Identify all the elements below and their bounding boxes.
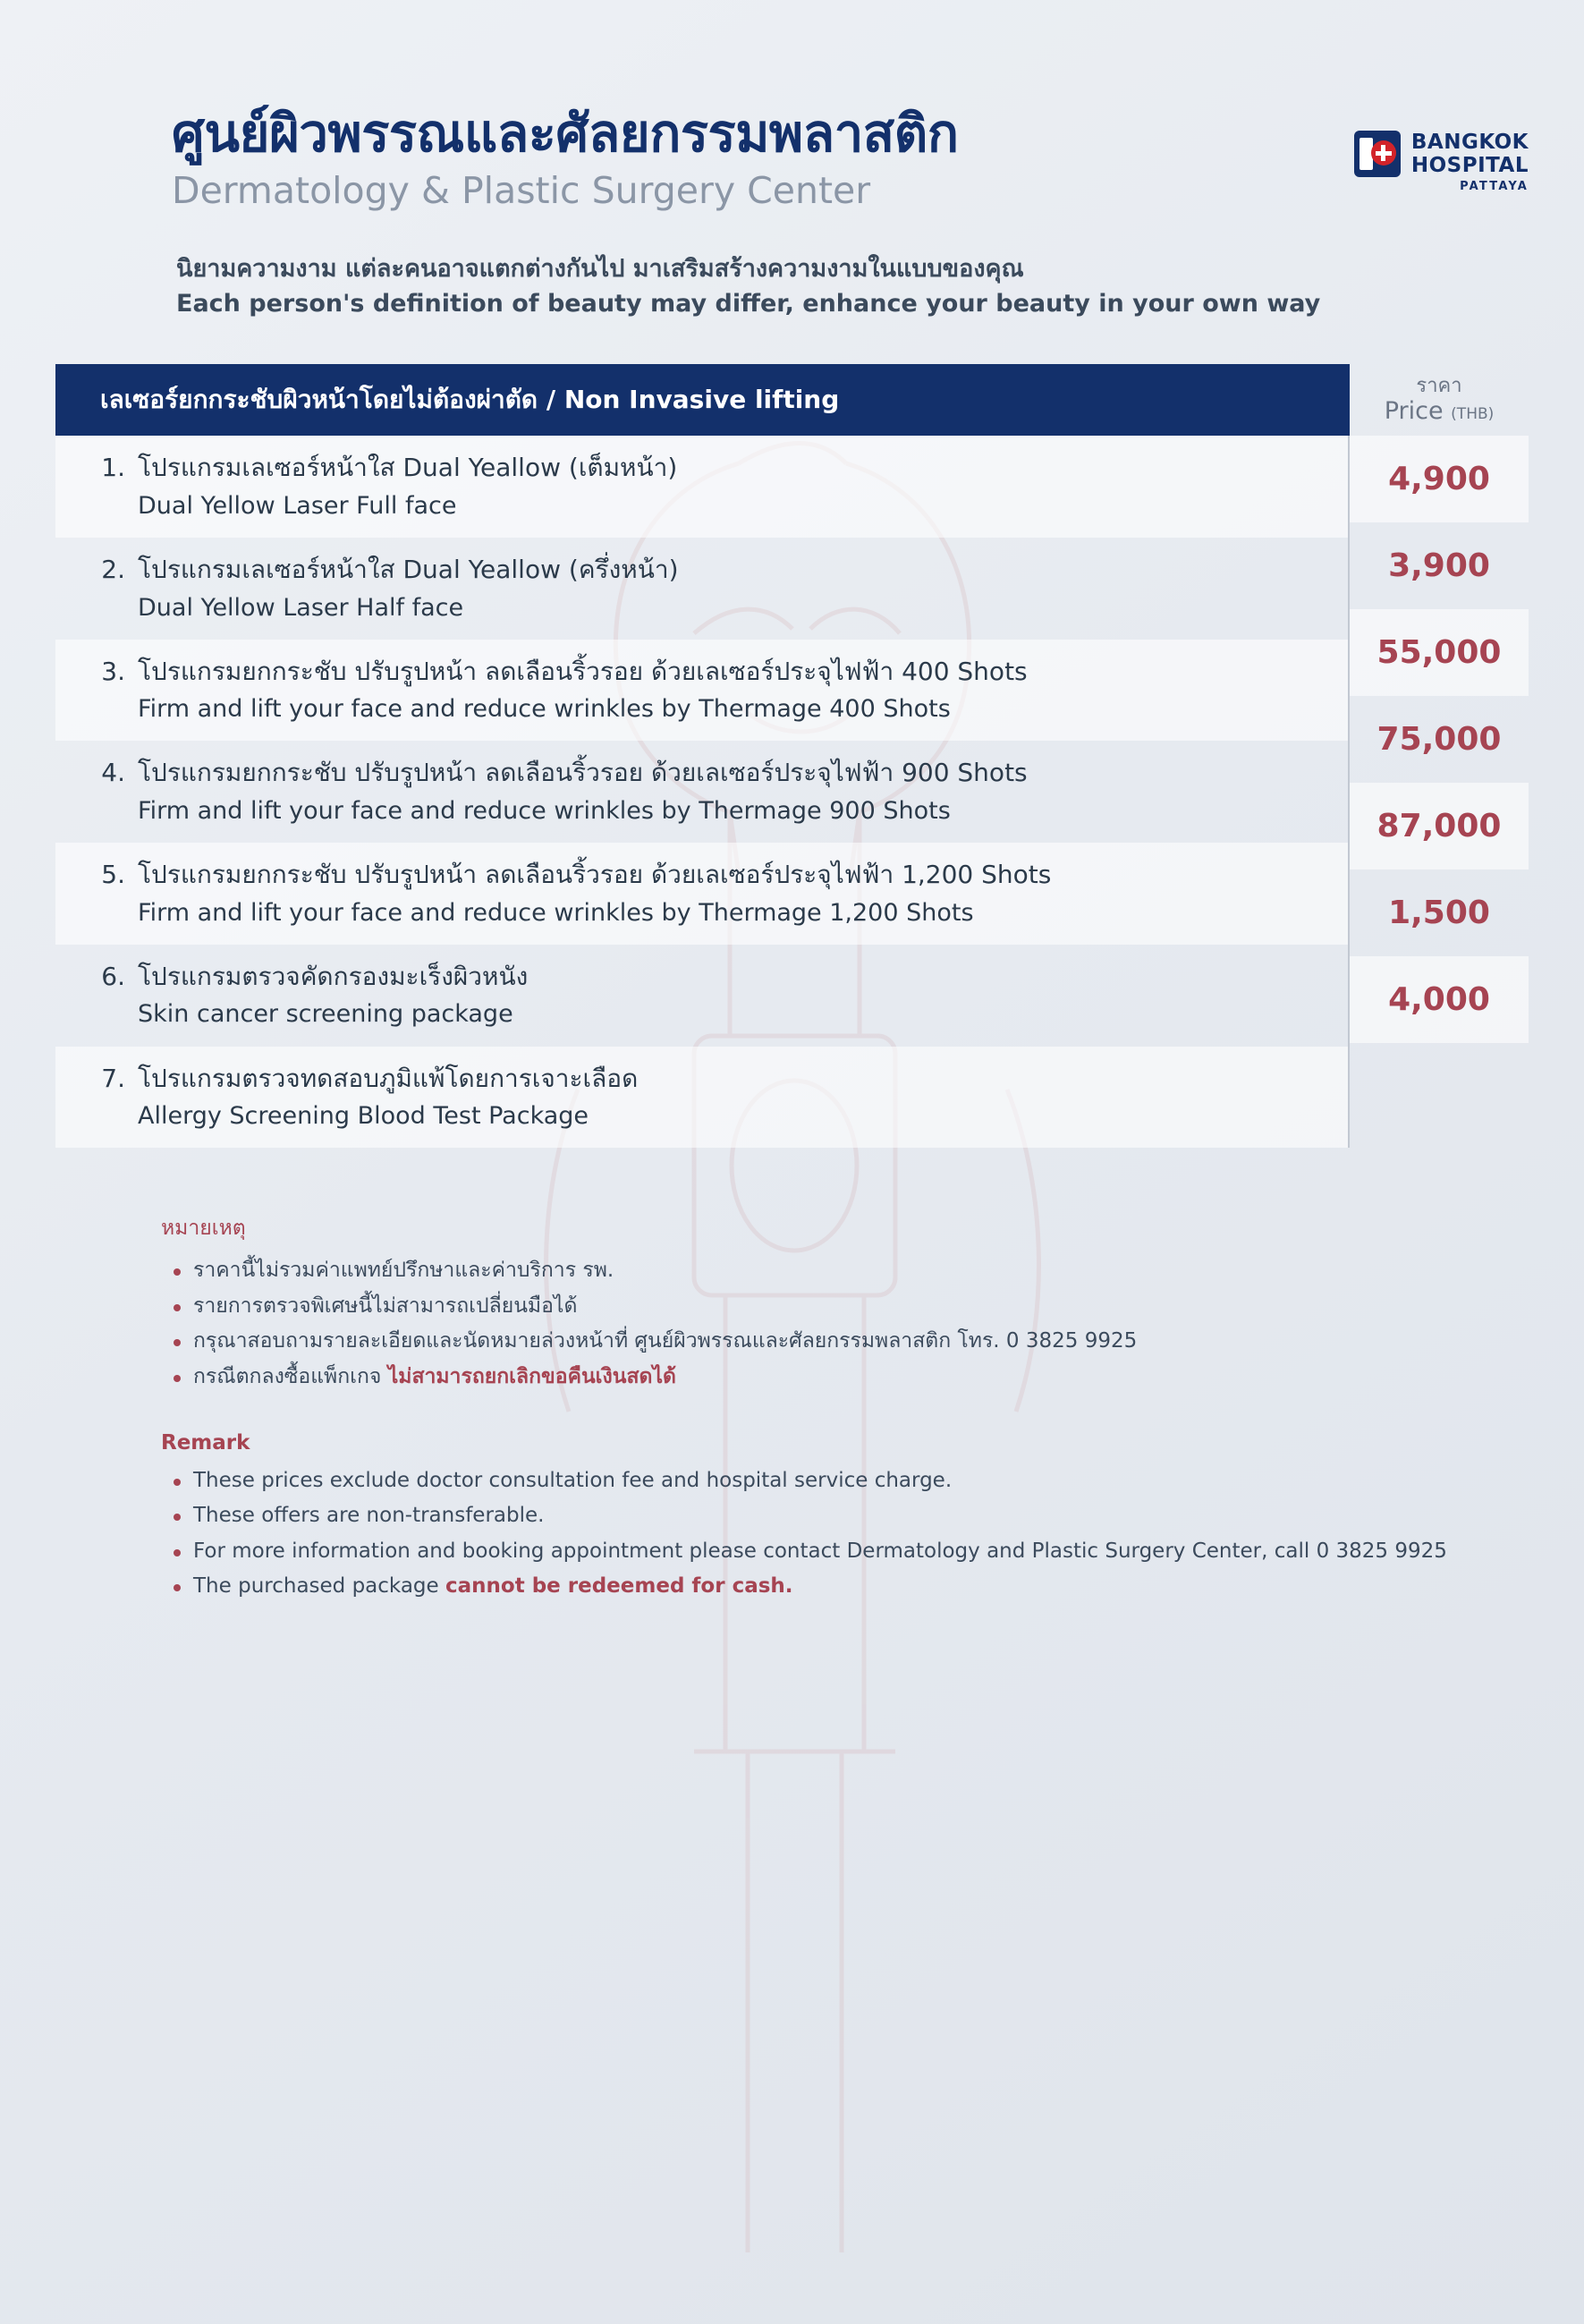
price-header-unit: (THB) (1451, 405, 1495, 424)
row-price: 75,000 (1376, 721, 1502, 759)
table-row (55, 538, 1348, 640)
row-price: 87,000 (1350, 783, 1529, 869)
note-text: ราคานี้ไม่รวมค่าแพทย์ปรึกษาและค่าบริการ รพ. (193, 1259, 614, 1283)
tagline-thai: นิยามความงาม แต่ละคนอาจแตกต่างกันไป มาเสริมสร้างความงามในแบบของคุณ (176, 254, 1024, 283)
note-text: กรุณาสอบถามรายละเอียดและนัดหมายล่วงหน้าที่ ศูนย์ผิวพรรณและศัลยกรรมพลาสติก โทร. 0 3825 9925 (193, 1329, 1138, 1353)
note-item (168, 1289, 1458, 1325)
page-content (0, 103, 1584, 1605)
table-row (55, 640, 1348, 742)
note-highlight: cannot be redeemed for cash. (445, 1574, 793, 1599)
price-table-items-column (55, 364, 1350, 1148)
price-table-price-column (1350, 364, 1529, 1148)
brand-line-3: PATTAYA (1460, 180, 1529, 193)
note-item (168, 1324, 1458, 1360)
price-table-rows (55, 436, 1350, 1148)
row-number: 1. (101, 453, 125, 483)
row-title-thai: โปรแกรมเลเซอร์หน้าใส Dual Yeallow (เต็มหน้า) (138, 453, 678, 483)
table-row (55, 436, 1348, 538)
note-item (168, 1534, 1458, 1570)
brand-line-2: HOSPITAL (1410, 154, 1529, 177)
row-number: 4. (101, 758, 125, 788)
tagline-english: Each person's definition of beauty may differ, enhance your beauty in your own way (176, 290, 1321, 318)
tagline-block (176, 251, 1393, 321)
row-title-english: Firm and lift your face and reduce wrinkles by Thermage 900 Shots (138, 797, 951, 826)
price-header-english: Price (1384, 397, 1444, 426)
row-price: 4,900 (1350, 436, 1529, 522)
row-title-english: Dual Yellow Laser Half face (138, 593, 464, 622)
row-title-thai: โปรแกรมยกกระชับ ปรับรูปหน้า ลดเลือนริ้วรอย ด้วยเลเซอร์ประจุไฟฟ้า 400 Shots (138, 656, 1028, 686)
note-text: These prices exclude doctor consultation fee and hospital service charge. (193, 1468, 953, 1492)
brand-line-1: BANGKOK (1410, 131, 1529, 154)
row-number: 6. (101, 961, 125, 991)
table-header-title: เลเซอร์ยกกระชับผิวหน้าโดยไม่ต้องผ่าตัด / Non Invasive lifting (55, 364, 1350, 436)
notes-english-heading: Remark (161, 1430, 250, 1455)
page-title-english: Dermatology & Plastic Surgery Center (172, 168, 871, 212)
note-item (168, 1360, 1458, 1395)
price-header-thai: ราคา (1416, 375, 1462, 398)
notes-thai-heading: หมายเหตุ (161, 1217, 246, 1241)
notes-english (161, 1431, 1458, 1605)
row-price: 4,000 (1350, 956, 1529, 1043)
note-text: The purchased package (193, 1574, 445, 1599)
row-number: 5. (101, 860, 125, 890)
note-text: กรณีตกลงซื้อแพ็กเกจ (193, 1365, 388, 1388)
row-title-english: Firm and lift your face and reduce wrinkles by Thermage 1,200 Shots (138, 898, 974, 927)
table-row (55, 843, 1348, 945)
row-title-english: Skin cancer screening package (138, 1000, 513, 1029)
page-title-thai: ศูนย์ผิวพรรณและศัลยกรรมพลาสติก (172, 103, 959, 164)
price-table (55, 364, 1529, 1148)
row-number: 7. (101, 1063, 125, 1093)
row-price: 3,900 (1388, 547, 1490, 585)
row-title-english: Allergy Screening Blood Test Package (138, 1102, 589, 1131)
note-item (168, 1463, 1458, 1499)
table-row (55, 1047, 1348, 1149)
note-text: รายการตรวจพิเศษนี้ไม่สามารถเปลี่ยนมือได้ (193, 1293, 578, 1318)
table-row (55, 741, 1348, 843)
table-row (55, 945, 1348, 1047)
note-item (168, 1498, 1458, 1534)
row-title-thai: โปรแกรมยกกระชับ ปรับรูปหน้า ลดเลือนริ้วรอย ด้วยเลเซอร์ประจุไฟฟ้า 1,200 Shots (138, 860, 1052, 890)
note-item (168, 1569, 1458, 1605)
row-title-thai: โปรแกรมตรวจคัดกรองมะเร็งผิวหนัง (138, 961, 529, 991)
note-highlight: ไม่สามารถยกเลิกขอคืนเงินสดได้ (387, 1365, 676, 1388)
row-title-english: Firm and lift your face and reduce wrinkles by Thermage 400 Shots (138, 695, 951, 724)
note-text: These offers are non-transferable. (193, 1504, 545, 1528)
row-price: 1,500 (1388, 895, 1490, 932)
note-item (168, 1253, 1458, 1289)
row-title-thai: โปรแกรมเลเซอร์หน้าใส Dual Yeallow (ครึ่งหน้า) (138, 554, 679, 584)
row-title-english: Dual Yellow Laser Full face (138, 491, 457, 520)
note-text: For more information and booking appointment please contact Dermatology and Plastic Surgery Center, call 0 3825 9925 (193, 1539, 1447, 1563)
row-title-thai: โปรแกรมตรวจทดสอบภูมิแพ้โดยการเจาะเลือด (138, 1063, 639, 1093)
row-number: 3. (101, 656, 125, 686)
row-price: 55,000 (1350, 609, 1529, 696)
notes-thai (161, 1212, 1458, 1395)
price-column-header (1350, 364, 1529, 436)
row-number: 2. (101, 554, 125, 584)
row-title-thai: โปรแกรมยกกระชับ ปรับรูปหน้า ลดเลือนริ้วรอย ด้วยเลเซอร์ประจุไฟฟ้า 900 Shots (138, 758, 1028, 788)
